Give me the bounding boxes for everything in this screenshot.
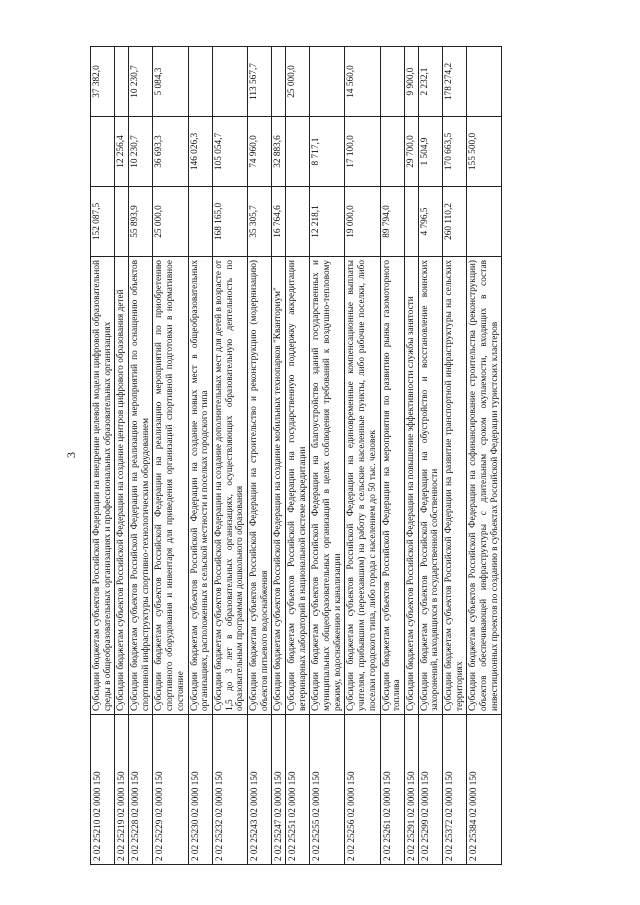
amount-year1-cell: 35 305,7 <box>247 187 271 257</box>
table-row <box>115 47 129 865</box>
table-row <box>380 47 404 865</box>
amount-year3-cell: 10 230,7 <box>129 47 153 117</box>
description-cell: Субсидии бюджетам субъектов Российской Федерации на обустройство и восстановление воинских захоронений, находящихся в государственной собственности <box>418 257 442 715</box>
amount-year2-cell <box>286 117 310 187</box>
amount-year1-cell: 260 110,2 <box>442 187 466 257</box>
description-cell: Субсидии бюджетам субъектов Российской Федерации на софинансирование строительства (реконструкции) объектов обеспечивающей инфраструктуры с длительным сроком окупаемости, входящих в состав инвестиционных проектов по созданию в субъектах Российской Федерации туристских кластеров <box>467 257 502 715</box>
description-cell: Субсидии бюджетам субъектов Российской Федерации на создание центров цифрового образования детей <box>115 257 129 715</box>
amount-year1-cell: 55 893,9 <box>129 187 153 257</box>
amount-year2-cell: 12 256,4 <box>115 117 129 187</box>
amount-year1-cell: 16 764,6 <box>272 187 286 257</box>
budget-code-cell: 2 02 25251 02 0000 150 <box>286 715 310 865</box>
table-row <box>153 47 188 865</box>
amount-year3-cell <box>212 47 247 117</box>
amount-year2-cell: 32 883,6 <box>272 117 286 187</box>
amount-year3-cell <box>467 47 502 117</box>
budget-code-cell: 2 02 25229 02 0000 150 <box>153 715 188 865</box>
amount-year2-cell <box>380 117 404 187</box>
budget-code-cell: 2 02 25256 02 0000 150 <box>345 715 380 865</box>
amount-year1-cell: 168 165,0 <box>212 187 247 257</box>
amount-year3-cell <box>115 47 129 117</box>
budget-code-cell: 2 02 25299 02 0000 150 <box>418 715 442 865</box>
table-row <box>286 47 310 865</box>
table-row <box>418 47 442 865</box>
amount-year1-cell <box>404 187 418 257</box>
amount-year3-cell: 37 382,0 <box>91 47 115 117</box>
budget-code-cell: 2 02 25291 02 0000 150 <box>404 715 418 865</box>
description-cell: Субсидии бюджетам субъектов Российской Федерации на развитие транспортной инфраструктуры на сельских территориях <box>442 257 466 715</box>
amount-year3-cell: 2 232,1 <box>418 47 442 117</box>
table-row <box>467 47 502 865</box>
amount-year1-cell <box>286 187 310 257</box>
amount-year1-cell: 19 000,0 <box>345 187 380 257</box>
amount-year3-cell: 9 900,0 <box>404 47 418 117</box>
amount-year1-cell <box>467 187 502 257</box>
amount-year1-cell: 12 218,1 <box>310 187 345 257</box>
amount-year2-cell: 105 054,7 <box>212 117 247 187</box>
description-cell: Субсидии бюджетам субъектов Российской Федерации на строительство и реконструкцию (модернизацию) объектов питьевого водоснабжения <box>247 257 271 715</box>
amount-year2-cell: 10 230,7 <box>129 117 153 187</box>
amount-year1-cell: 152 087,5 <box>91 187 115 257</box>
table-row <box>247 47 271 865</box>
description-cell: Субсидии бюджетам субъектов Российской Федерации на создание мобильных технопарков "Кванториум" <box>272 257 286 715</box>
description-cell: Субсидии бюджетам субъектов Российской Федерации на единовременные компенсационные выплаты учителям, прибывшим (переехавшим) на работу в сельские населенные пункты, либо рабочие поселки, либо поселки городского типа, либо города с населением до 50 тыс. человек <box>345 257 380 715</box>
budget-table <box>90 46 502 865</box>
amount-year1-cell: 89 794,0 <box>380 187 404 257</box>
amount-year2-cell: 17 100,0 <box>345 117 380 187</box>
amount-year2-cell: 36 693,3 <box>153 117 188 187</box>
amount-year3-cell <box>380 47 404 117</box>
description-cell: Субсидии бюджетам субъектов Российской Федерации на реализацию мероприятий по оснащению объектов спортивной инфраструктуры спортивно-технологическим оборудованием <box>129 257 153 715</box>
amount-year1-cell: 4 796,5 <box>418 187 442 257</box>
amount-year2-cell: 155 500,0 <box>467 117 502 187</box>
amount-year2-cell: 29 700,0 <box>404 117 418 187</box>
amount-year2-cell: 1 504,9 <box>418 117 442 187</box>
amount-year3-cell <box>272 47 286 117</box>
description-cell: Субсидии бюджетам субъектов Российской Федерации на государственную поддержку аккредитации ветеринарных лабораторий в национальной системе аккредитации <box>286 257 310 715</box>
table-row <box>212 47 247 865</box>
table-row <box>272 47 286 865</box>
budget-code-cell: 2 02 25243 02 0000 150 <box>247 715 271 865</box>
table-row <box>404 47 418 865</box>
budget-code-cell: 2 02 25219 02 0000 150 <box>115 715 129 865</box>
amount-year3-cell <box>310 47 345 117</box>
description-cell: Субсидии бюджетам субъектов Российской Федерации на создание дополнительных мест для детей в возрасте от 1,5 до 3 лет в образовательных организациях, осуществляющих образовательную деятельность по образовательным программам дошкольного образования <box>212 257 247 715</box>
amount-year3-cell: 5 084,3 <box>153 47 188 117</box>
budget-code-cell: 2 02 25384 02 0000 150 <box>467 715 502 865</box>
table-row <box>442 47 466 865</box>
amount-year3-cell: 178 274,2 <box>442 47 466 117</box>
budget-code-cell: 2 02 25372 02 0000 150 <box>442 715 466 865</box>
table-row <box>91 47 115 865</box>
budget-code-cell: 2 02 25230 02 0000 150 <box>188 715 212 865</box>
amount-year3-cell: 25 000,0 <box>286 47 310 117</box>
amount-year1-cell <box>188 187 212 257</box>
amount-year2-cell <box>91 117 115 187</box>
description-cell: Субсидии бюджетам субъектов Российской Федерации на благоустройство зданий государственных и муниципальных общеобразовательных организаций в целях соблюдения требований к воздушно-тепловому режиму, водоснабжению и канализации <box>310 257 345 715</box>
budget-code-cell: 2 02 25232 02 0000 150 <box>212 715 247 865</box>
table-row <box>188 47 212 865</box>
budget-code-cell: 2 02 25228 02 0000 150 <box>129 715 153 865</box>
amount-year3-cell <box>188 47 212 117</box>
table-body <box>91 47 502 865</box>
table-row <box>129 47 153 865</box>
amount-year2-cell: 74 960,0 <box>247 117 271 187</box>
budget-code-cell: 2 02 25255 02 0000 150 <box>310 715 345 865</box>
table-row <box>310 47 345 865</box>
budget-code-cell: 2 02 25261 02 0000 150 <box>380 715 404 865</box>
document-page <box>56 35 621 875</box>
table-row <box>345 47 380 865</box>
description-cell: Субсидии бюджетам субъектов Российской Федерации на внедрение целевой модели цифровой образовательной среды в общеобразовательных организациях и профессиональных образовательных организациях <box>91 257 115 715</box>
amount-year3-cell: 14 560,0 <box>345 47 380 117</box>
budget-code-cell: 2 02 25247 02 0000 150 <box>272 715 286 865</box>
budget-code-cell: 2 02 25210 02 0000 150 <box>91 715 115 865</box>
amount-year2-cell: 170 663,5 <box>442 117 466 187</box>
description-cell: Субсидии бюджетам субъектов Российской Федерации на мероприятия по развитию рынка газомоторного топлива <box>380 257 404 715</box>
amount-year2-cell: 146 026,3 <box>188 117 212 187</box>
amount-year1-cell: 25 000,0 <box>153 187 188 257</box>
amount-year1-cell <box>115 187 129 257</box>
amount-year3-cell: 113 567,7 <box>247 47 271 117</box>
description-cell: Субсидии бюджетам субъектов Российской Федерации на реализацию мероприятий по приобретению спортивного оборудования и инвентаря для приведения организаций спортивной подготовки в нормативное состояние <box>153 257 188 715</box>
amount-year2-cell: 8 717,1 <box>310 117 345 187</box>
page-number: 3 <box>64 452 78 458</box>
description-cell: Субсидии бюджетам субъектов Российской Федерации на повышение эффективности службы занятости <box>404 257 418 715</box>
description-cell: Субсидии бюджетам субъектов Российской Федерации на создание новых мест в общеобразовательных организациях, расположенных в сельской местности и поселках городского типа <box>188 257 212 715</box>
